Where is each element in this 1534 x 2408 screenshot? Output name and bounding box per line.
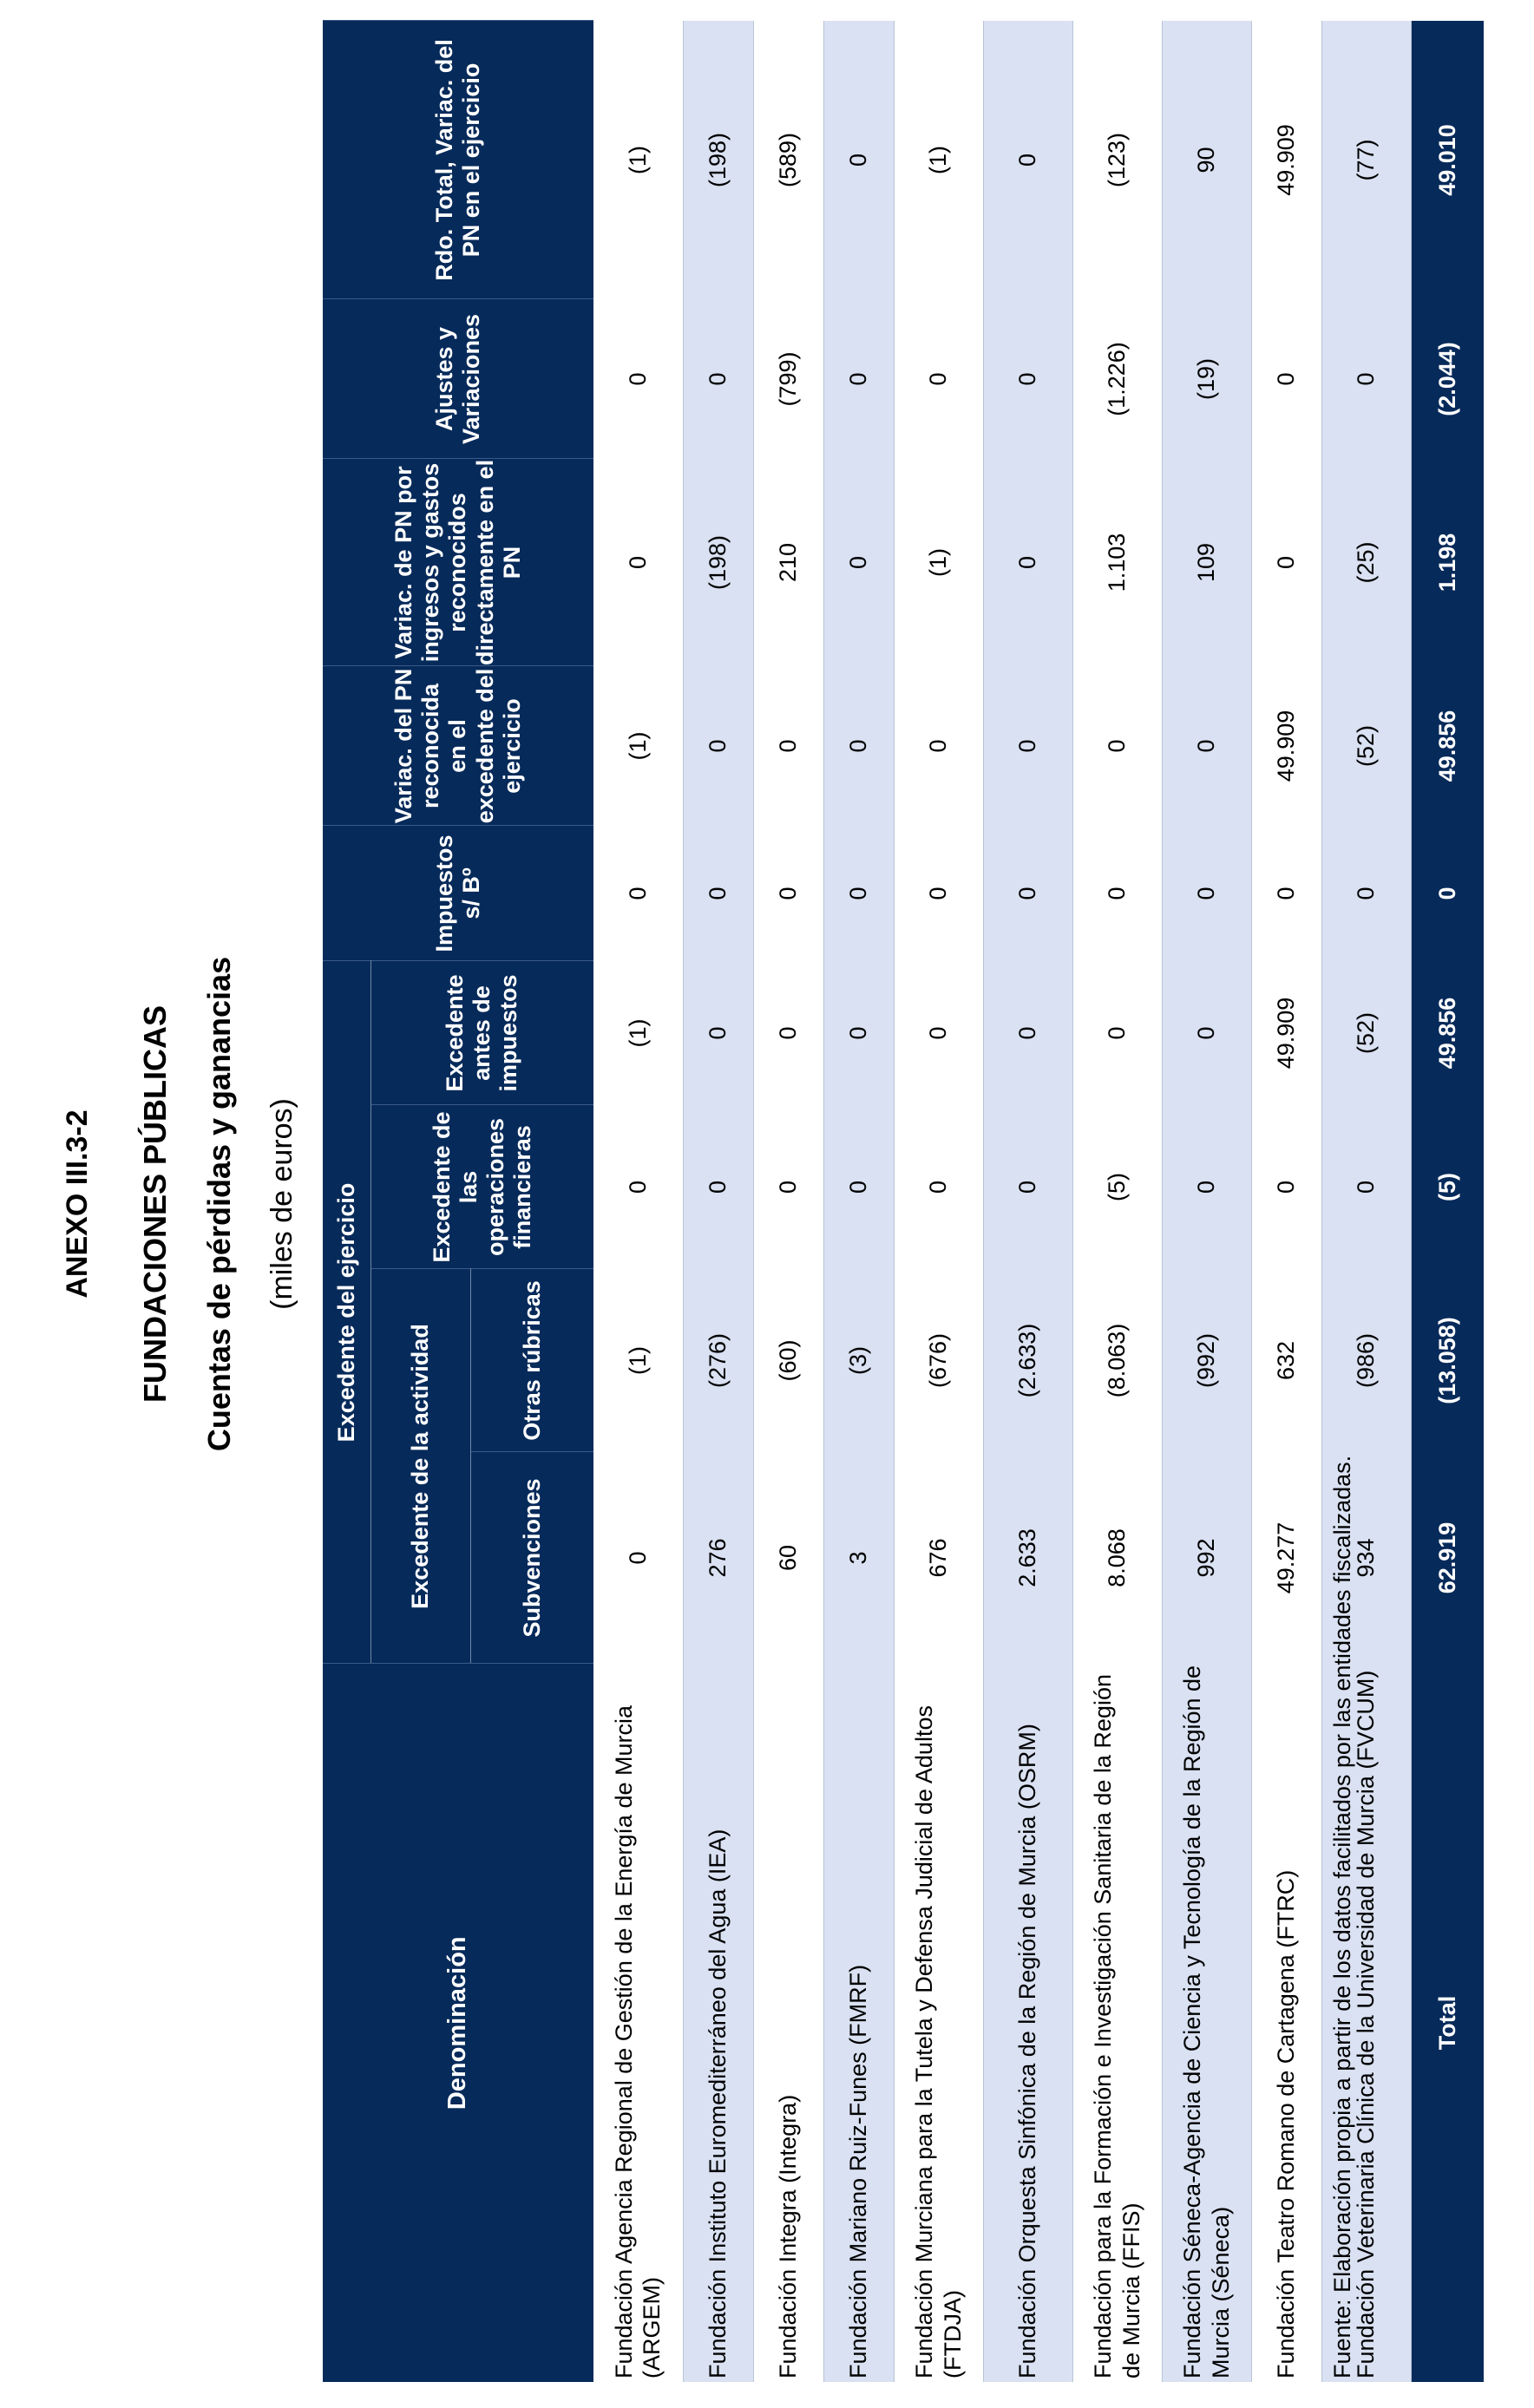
- cell-subvenciones: 60: [753, 1452, 823, 1664]
- cell-variac-pn-ingresos: 0: [823, 459, 894, 666]
- row-name: Fundación Integra (Integra): [753, 1664, 823, 2382]
- table-row: [894, 21, 983, 2382]
- cell-antes-impuestos: 0: [1162, 961, 1251, 1105]
- cell-operaciones-financieras: 0: [983, 1105, 1072, 1269]
- cell-operaciones-financieras: 0: [894, 1105, 983, 1269]
- row-name: Fundación para la Formación e Investigación Sanitaria de la Región de Murcia (FFIS): [1072, 1664, 1162, 2382]
- cell-impuestos: 0: [1251, 826, 1321, 961]
- cell-ajustes: 0: [593, 299, 683, 459]
- cell-otras-rubricas: 632: [1251, 1269, 1321, 1452]
- table-row: [823, 21, 894, 2382]
- cell-impuestos: 0: [1162, 826, 1251, 961]
- units-label: (miles de euros): [266, 1098, 298, 1310]
- row-name: Fundación Murciana para la Tutela y Defensa Judicial de Adultos (FTDJA): [894, 1664, 983, 2382]
- total-operaciones-financieras: (5): [1411, 1105, 1484, 1269]
- table-row: [1162, 21, 1251, 2382]
- cell-variac-pn-excedente: 0: [823, 666, 894, 826]
- header-variac-pn-ingresos: Variac. de PN por ingresos y gastos reconocidos directamente en el PN: [323, 459, 593, 666]
- cell-variac-pn-ingresos: (25): [1321, 459, 1411, 666]
- cell-antes-impuestos: 0: [1072, 961, 1162, 1105]
- cell-rdo-total: 0: [823, 21, 894, 299]
- cell-variac-pn-excedente: (1): [593, 666, 683, 826]
- cell-operaciones-financieras: (5): [1072, 1105, 1162, 1269]
- cell-ajustes: (799): [753, 299, 823, 459]
- cell-rdo-total: 0: [983, 21, 1072, 299]
- cell-variac-pn-excedente: 0: [1162, 666, 1251, 826]
- total-subvenciones: 62.919: [1411, 1452, 1484, 1664]
- cell-ajustes: (1.226): [1072, 299, 1162, 459]
- cell-otras-rubricas: (992): [1162, 1269, 1251, 1452]
- cell-subvenciones: 992: [1162, 1452, 1251, 1664]
- header-denominacion: Denominación: [323, 1664, 593, 2382]
- row-name: Fundación Orquesta Sinfónica de la Región de Murcia (OSRM): [983, 1664, 1072, 2382]
- cell-rdo-total: (589): [753, 21, 823, 299]
- cell-antes-impuestos: (52): [1321, 961, 1411, 1105]
- cell-variac-pn-ingresos: 0: [1251, 459, 1321, 666]
- cell-operaciones-financieras: 0: [1321, 1105, 1411, 1269]
- cell-rdo-total: (1): [894, 21, 983, 299]
- cell-subvenciones: 276: [683, 1452, 753, 1664]
- header-antes-impuestos: Excedente antes de impuestos: [370, 961, 593, 1105]
- cell-variac-pn-ingresos: 0: [593, 459, 683, 666]
- row-name: Fundación Instituto Euromediterráneo del Agua (IEA): [683, 1664, 753, 2382]
- table-row: [1251, 21, 1321, 2382]
- cell-rdo-total: (198): [683, 21, 753, 299]
- row-name: Fundación Séneca-Agencia de Ciencia y Tecnología de la Región de Murcia (Séneca): [1162, 1664, 1251, 2382]
- cell-variac-pn-ingresos: 0: [983, 459, 1072, 666]
- header-excedente-ejercicio: Excedente del ejercicio: [323, 961, 370, 1664]
- cell-variac-pn-excedente: 0: [983, 666, 1072, 826]
- cell-ajustes: 0: [983, 299, 1072, 459]
- header-variac-pn-excedente: Variac. del PN reconocida en el excedente del ejercicio: [323, 666, 593, 826]
- cell-variac-pn-ingresos: 109: [1162, 459, 1251, 666]
- cell-otras-rubricas: (986): [1321, 1269, 1411, 1452]
- cell-subvenciones: 3: [823, 1452, 894, 1664]
- total-variac-pn-excedente: 49.856: [1411, 666, 1484, 826]
- cell-subvenciones: 8.068: [1072, 1452, 1162, 1664]
- total-impuestos: 0: [1411, 826, 1484, 961]
- cell-variac-pn-ingresos: 1.103: [1072, 459, 1162, 666]
- cell-subvenciones: 49.277: [1251, 1452, 1321, 1664]
- cell-antes-impuestos: 0: [823, 961, 894, 1105]
- fundaciones-table: [323, 20, 1484, 2382]
- total-otras-rubricas: (13.058): [1411, 1269, 1484, 1452]
- cell-operaciones-financieras: 0: [593, 1105, 683, 1269]
- cell-operaciones-financieras: 0: [1162, 1105, 1251, 1269]
- cell-antes-impuestos: 0: [753, 961, 823, 1105]
- cell-otras-rubricas: (3): [823, 1269, 894, 1452]
- total-ajustes: (2.044): [1411, 299, 1484, 459]
- table-row: [753, 21, 823, 2382]
- total-row: [1411, 21, 1484, 2382]
- total-rdo-total: 49.010: [1411, 21, 1484, 299]
- header-excedente-actividad: Excedente de la actividad: [370, 1269, 470, 1664]
- header-operaciones-financieras: Excedente de las operaciones financieras: [370, 1105, 593, 1269]
- cell-rdo-total: 49.909: [1251, 21, 1321, 299]
- annex-title: ANEXO III.3-2: [61, 1109, 94, 1299]
- cell-ajustes: 0: [1251, 299, 1321, 459]
- cell-ajustes: 0: [823, 299, 894, 459]
- header-impuestos: Impuestos s/ Bº: [323, 826, 593, 961]
- cell-subvenciones: 676: [894, 1452, 983, 1664]
- cell-variac-pn-excedente: 0: [683, 666, 753, 826]
- total-label: Total: [1411, 1664, 1484, 2382]
- table-row: [983, 21, 1072, 2382]
- cell-variac-pn-excedente: (52): [1321, 666, 1411, 826]
- cell-operaciones-financieras: 0: [683, 1105, 753, 1269]
- cell-operaciones-financieras: 0: [823, 1105, 894, 1269]
- cell-otras-rubricas: (276): [683, 1269, 753, 1452]
- cell-antes-impuestos: 0: [894, 961, 983, 1105]
- cell-operaciones-financieras: 0: [753, 1105, 823, 1269]
- cell-subvenciones: 934: [1321, 1452, 1411, 1664]
- cell-variac-pn-ingresos: 210: [753, 459, 823, 666]
- cell-otras-rubricas: (8.063): [1072, 1269, 1162, 1452]
- cell-impuestos: 0: [823, 826, 894, 961]
- cell-ajustes: 0: [683, 299, 753, 459]
- row-name: Fundación Teatro Romano de Cartagena (FTRC): [1251, 1664, 1321, 2382]
- cell-impuestos: 0: [753, 826, 823, 961]
- cell-rdo-total: (77): [1321, 21, 1411, 299]
- cell-otras-rubricas: (60): [753, 1269, 823, 1452]
- cell-antes-impuestos: 49.909: [1251, 961, 1321, 1105]
- cell-antes-impuestos: 0: [683, 961, 753, 1105]
- table-row: [1072, 21, 1162, 2382]
- cell-impuestos: 0: [1072, 826, 1162, 961]
- total-antes-impuestos: 49.856: [1411, 961, 1484, 1105]
- cell-otras-rubricas: (676): [894, 1269, 983, 1452]
- header-rdo-total: Rdo. Total, Variac. del PN en el ejercicio: [323, 21, 593, 299]
- cell-rdo-total: 90: [1162, 21, 1251, 299]
- cell-variac-pn-excedente: 49.909: [1251, 666, 1321, 826]
- total-variac-pn-ingresos: 1.198: [1411, 459, 1484, 666]
- header-ajustes: Ajustes y Variaciones: [323, 299, 593, 459]
- cell-impuestos: 0: [1321, 826, 1411, 961]
- page-heading: FUNDACIONES PÚBLICAS: [137, 1005, 173, 1404]
- cell-variac-pn-excedente: 0: [894, 666, 983, 826]
- cell-antes-impuestos: (1): [593, 961, 683, 1105]
- cell-rdo-total: (123): [1072, 21, 1162, 299]
- cell-variac-pn-excedente: 0: [1072, 666, 1162, 826]
- cell-ajustes: 0: [1321, 299, 1411, 459]
- cell-impuestos: 0: [983, 826, 1072, 961]
- cell-variac-pn-excedente: 0: [753, 666, 823, 826]
- row-name: Fundación Mariano Ruiz-Funes (FMRF): [823, 1664, 894, 2382]
- cell-otras-rubricas: (2.633): [983, 1269, 1072, 1452]
- cell-variac-pn-ingresos: (198): [683, 459, 753, 666]
- cell-operaciones-financieras: 0: [1251, 1105, 1321, 1269]
- row-name: Fundación Veterinaria Clínica de la Universidad de Murcia (FVCUM): [1321, 1664, 1411, 2382]
- page-subheading: Cuentas de pérdidas y ganancias: [201, 956, 237, 1452]
- cell-impuestos: 0: [593, 826, 683, 961]
- cell-subvenciones: 2.633: [983, 1452, 1072, 1664]
- header-otras-rubricas: Otras rúbricas: [470, 1269, 593, 1452]
- cell-ajustes: (19): [1162, 299, 1251, 459]
- table-row: [593, 21, 683, 2382]
- cell-impuestos: 0: [894, 826, 983, 961]
- cell-ajustes: 0: [894, 299, 983, 459]
- cell-subvenciones: 0: [593, 1452, 683, 1664]
- source-footnote: Fuente: Elaboración propia a partir de los datos facilitados por las entidades fiscalizadas.: [1329, 1455, 1355, 2379]
- cell-antes-impuestos: 0: [983, 961, 1072, 1105]
- cell-impuestos: 0: [683, 826, 753, 961]
- row-name: Fundación Agencia Regional de Gestión de la Energía de Murcia (ARGEM): [593, 1664, 683, 2382]
- table-row: [683, 21, 753, 2382]
- cell-variac-pn-ingresos: (1): [894, 459, 983, 666]
- cell-otras-rubricas: (1): [593, 1269, 683, 1452]
- header-subvenciones: Subvenciones: [470, 1452, 593, 1664]
- cell-rdo-total: (1): [593, 21, 683, 299]
